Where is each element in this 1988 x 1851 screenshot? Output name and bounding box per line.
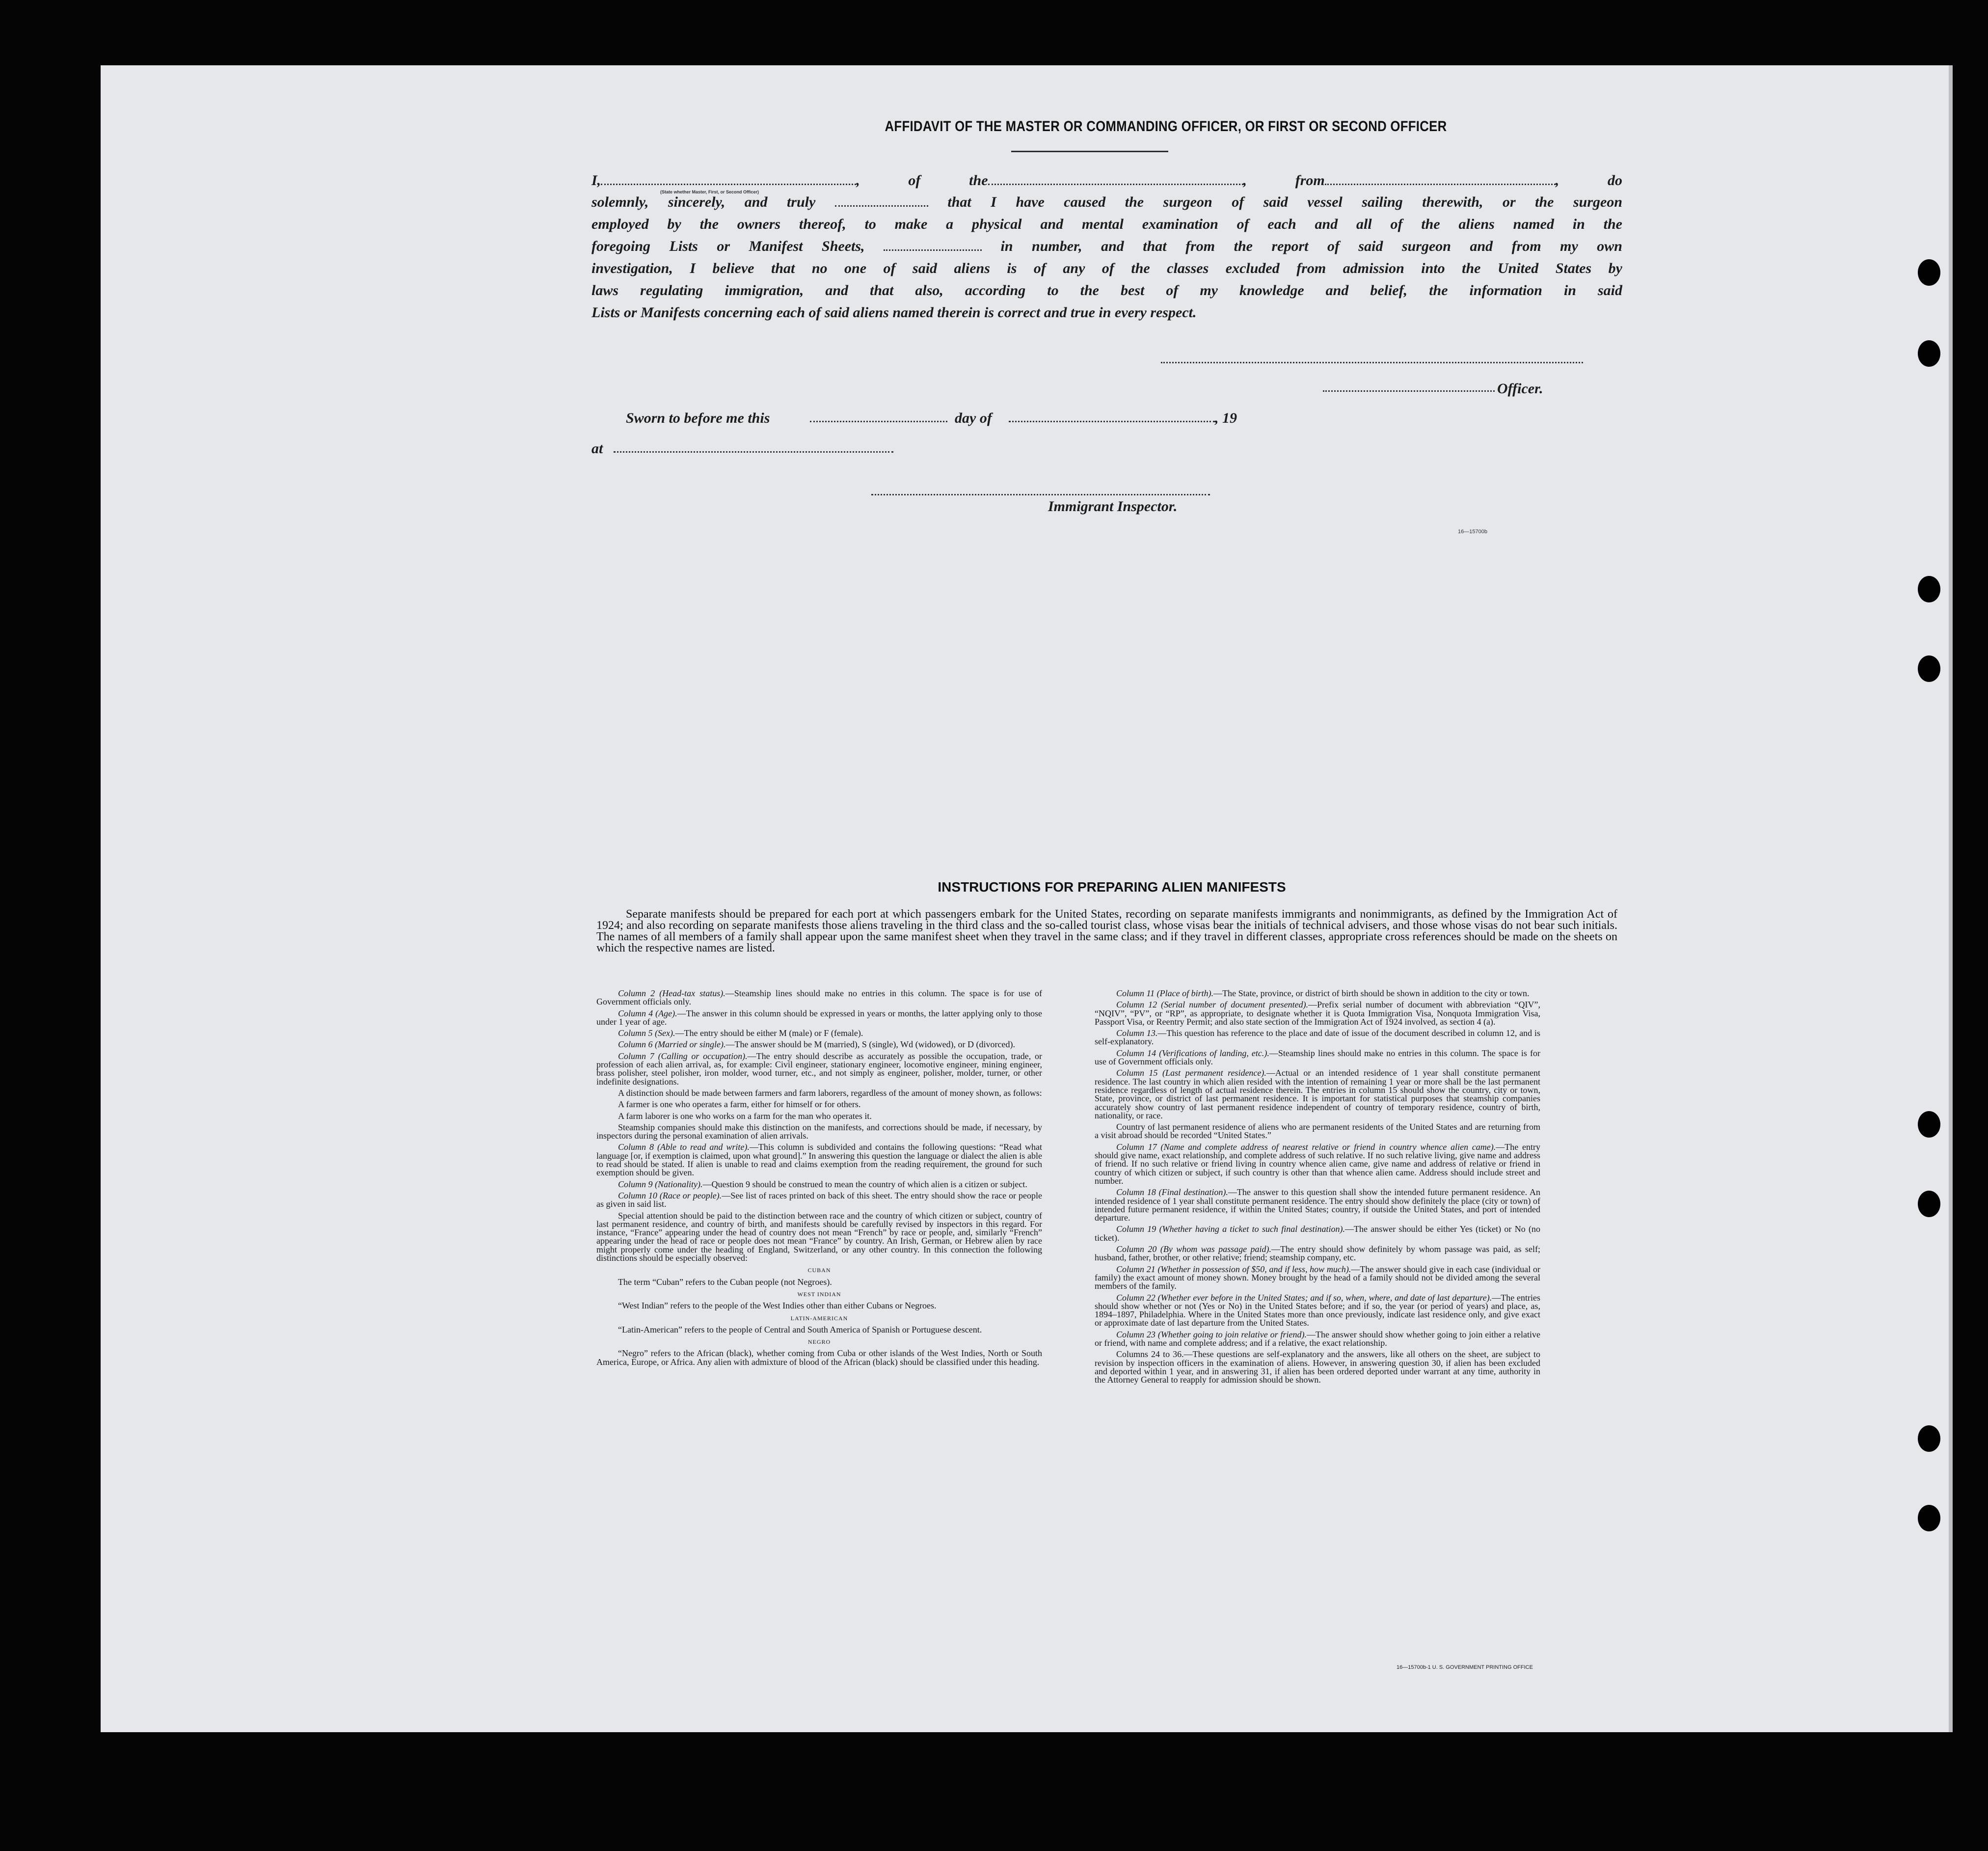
column-heading: Column 21 (Whether in possession of $50, and if less, how much). bbox=[1116, 1264, 1351, 1274]
column-heading: Column 11 (Place of birth). bbox=[1116, 988, 1214, 998]
affidavit-line-7: Lists or Manifests concerning each of said aliens named therein is correct and true in every respect. bbox=[591, 304, 1197, 321]
year-label: , 19 bbox=[1215, 410, 1237, 426]
column-heading: Column 7 (Calling or occupation). bbox=[618, 1051, 748, 1061]
instructions-left-column bbox=[596, 989, 1042, 1369]
instruction-text: The term “Cuban” refers to the Cuban people (not Negroes). bbox=[618, 1277, 832, 1287]
port-from-field[interactable] bbox=[1325, 175, 1556, 185]
punch-hole bbox=[1918, 655, 1940, 682]
column-heading: Column 22 (Whether ever before in the United States; and if so, when, where, and date of last departure). bbox=[1116, 1292, 1492, 1303]
instructions-title: INSTRUCTIONS FOR PREPARING ALIEN MANIFESTS bbox=[938, 879, 1286, 895]
instruction-text: —Steamship lines should make no entries in this column. The space is for use of Government officials only. bbox=[596, 988, 1042, 1007]
printing-office-footer: 16—15700b-1 U. S. GOVERNMENT PRINTING OFFICE bbox=[1397, 1664, 1533, 1670]
instruction-text: Special attention should be paid to the distinction between race and the country of which citizen or subject, country of last permanent residence, and country of birth, and manifests should be carefully revised by inspectors in this regard. For instance, “France” appearing under the head of country does not mean “French” by race or people, and, similarly “French” appearing under the head of race or people does not mean “France” by country. An Irish, German, or Hebrew alien by race might properly come under the heading of England, Switzerland, or any other country. In this connection the following distinctions should be especially observed: bbox=[596, 1210, 1042, 1263]
punch-hole bbox=[1918, 1505, 1940, 1531]
column-heading: Column 18 (Final destination). bbox=[1116, 1187, 1228, 1198]
instruction-text: —The State, province, or district of birth should be shown in addition to the city or town. bbox=[1213, 988, 1530, 998]
instruction-paragraph bbox=[1095, 1350, 1540, 1384]
instruction-text: —Question 9 should be construed to mean the country of which alien is a citizen or subject. bbox=[702, 1179, 1027, 1189]
column-heading: Column 23 (Whether going to join relative or friend). bbox=[1116, 1329, 1307, 1339]
race-heading: LATIN-AMERICAN bbox=[790, 1314, 848, 1322]
column-heading: Column 14 (Verifications of landing, etc.). bbox=[1116, 1048, 1269, 1058]
instruction-paragraph bbox=[1095, 1049, 1540, 1066]
instruction-paragraph bbox=[596, 1052, 1042, 1086]
affidavit-title: AFFIDAVIT OF THE MASTER OR COMMANDING OFFICER, OR FIRST OR SECOND OFFICER bbox=[885, 118, 1447, 135]
day-of-label: day of bbox=[955, 410, 992, 426]
punch-hole bbox=[1918, 259, 1940, 286]
instruction-text: —The entries should show whether or not (Yes or No) in the United States before; and if so, the year (or period of years) and place, as, 1894–1897, Philadelphia. Where in the United States more than once previously, indicate last residence only, and give exact or approximate date of last departure from the United States. bbox=[1095, 1292, 1540, 1328]
sworn-place-field[interactable] bbox=[614, 451, 893, 453]
punch-hole bbox=[1918, 340, 1940, 367]
instruction-paragraph bbox=[1095, 989, 1540, 998]
instruction-text: —The entry should give name, exact relationship, and complete address of such relative. If no such relative living, give name and address of friend. If no such relative or friend living in country whence alien came, give name and address of relative or friend in country of which citizen or subject, if such country is other than that whence alien came. Address should include street and number. bbox=[1095, 1142, 1540, 1186]
instruction-paragraph bbox=[1095, 1225, 1540, 1242]
instruction-text: Columns 24 to 36.—These questions are self-explanatory and the answers, like all others on the sheet, are subject to revision by inspection officers in the examination of aliens. However, in answering question 30, if alien has been excluded and deported within 1 year, and in answering 31, if alien has been ordered deported under warrant at any time, authority in the Attorney General to reapply for admission should be shown. bbox=[1095, 1349, 1540, 1385]
affidavit-line-2: solemnly, sincerely, and truly that I have caused the surgeon of said vessel sailing therewith, or the surgeon bbox=[591, 194, 1623, 210]
instruction-paragraph bbox=[1095, 1331, 1540, 1348]
instruction-text: —The answer in this column should be expressed in years or months, the latter applying only to those under 1 year of age. bbox=[596, 1008, 1042, 1027]
race-heading: CUBAN bbox=[807, 1267, 831, 1274]
column-heading: Column 5 (Sex). bbox=[618, 1028, 675, 1038]
column-heading: Column 4 (Age). bbox=[618, 1008, 677, 1018]
instruction-paragraph bbox=[1095, 1245, 1540, 1262]
instruction-paragraph bbox=[596, 1112, 1042, 1120]
column-heading: Column 17 (Name and complete address of nearest relative or friend in country whence alien came). bbox=[1116, 1142, 1496, 1152]
column-heading: Column 9 (Nationality). bbox=[618, 1179, 703, 1189]
instruction-paragraph bbox=[596, 1123, 1042, 1141]
vessel-name-field[interactable] bbox=[988, 175, 1243, 185]
punch-hole bbox=[1918, 576, 1940, 602]
instruction-paragraph bbox=[596, 1029, 1042, 1037]
instruction-paragraph bbox=[1095, 1069, 1540, 1120]
affidavit-line-4: foregoing Lists or Manifest Sheets, in number, and that from the report of said surgeon and from my own bbox=[591, 238, 1622, 254]
race-heading: WEST INDIAN bbox=[797, 1290, 841, 1298]
instruction-text: —The answer should show whether going to join either a relative or friend, with name and complete address; and if a relative, the exact relationship. bbox=[1095, 1329, 1540, 1348]
column-heading: Column 2 (Head-tax status). bbox=[618, 988, 725, 998]
punch-hole bbox=[1918, 1191, 1940, 1217]
sworn-month-field[interactable] bbox=[1009, 421, 1215, 422]
punch-hole bbox=[1918, 1111, 1940, 1138]
instruction-paragraph bbox=[596, 1100, 1042, 1109]
at-label: at bbox=[591, 440, 603, 457]
column-heading: Column 6 (Married or single). bbox=[618, 1039, 726, 1050]
instruction-paragraph bbox=[596, 1212, 1042, 1263]
instruction-paragraph bbox=[1095, 1188, 1540, 1222]
instruction-paragraph bbox=[596, 1009, 1042, 1027]
affidavit-line-1: I, , of the , from , do bbox=[591, 172, 1623, 189]
instruction-text: “Negro” refers to the African (black), whether coming from Cuba or other islands of the West Indies, North or South America, Europe, or Africa. Any alien with admixture of blood of the African (black) should be classified under this heading. bbox=[596, 1348, 1042, 1367]
sworn-day-field[interactable] bbox=[810, 421, 947, 422]
column-heading: Column 20 (By whom was passage paid). bbox=[1116, 1244, 1271, 1254]
instruction-text: —The answer should be M (married), S (single), Wd (widowed), or D (divorced). bbox=[725, 1039, 1016, 1050]
instruction-paragraph bbox=[596, 1089, 1042, 1097]
form-number: 16—15700b bbox=[1458, 529, 1487, 535]
instruction-text: A farmer is one who operates a farm, either for himself or for others. bbox=[618, 1099, 861, 1110]
instruction-text: —The answer should be either Yes (ticket) or No (no ticket). bbox=[1095, 1224, 1540, 1243]
officer-rank-note: (State whether Master, First, or Second Officer) bbox=[660, 190, 759, 194]
instruction-text: A distinction should be made between farmers and farm laborers, regardless of the amount of money shown, as follows: bbox=[618, 1088, 1042, 1098]
instructions-right-column bbox=[1095, 989, 1540, 1387]
instruction-paragraph bbox=[1095, 1143, 1540, 1185]
instruction-paragraph bbox=[596, 1180, 1042, 1189]
instruction-text: Country of last permanent residence of aliens who are permanent residents of the United States and are returning from a visit abroad should be recorded “United States.” bbox=[1095, 1122, 1540, 1141]
instruction-text: —Prefix serial number of document with abbreviation “QIV”, “NQIV”, “PV”, or “RP”, as appropriate, to designate whether it is Quota Immigration Visa, Nonquota Immigration Visa, Passport Visa, or Reentry Permit; and also state section of the Immigration Act of 1924 involved, as section 4 (a). bbox=[1095, 1000, 1540, 1027]
instruction-text: —The answer should give in each case (individual or family) the exact amount of money shown. Money brought by the head of a family should not be divided among the several members of the family. bbox=[1095, 1264, 1540, 1291]
officer-rank-field[interactable] bbox=[601, 175, 856, 185]
officer-caption: Officer. bbox=[1497, 381, 1543, 397]
instruction-text: —The answer to this question shall show the intended future permanent residence. An intended residence of 1 year shall constitute permanent residence. The entry should show definitely the place (city or town) of intended future permanent residence, if within the United States; country, if outside the United States, and port of intended departure. bbox=[1095, 1187, 1540, 1223]
instruction-text: —Actual or an intended residence of 1 year shall constitute permanent residence. The last country in which alien resided with the intention of remaining 1 year or more shall be the last permanent residence regardless of length of actual residence therein. The entries in column 15 should show the country, city or town, State, province, or district of last permanent residence. It is important for statistical purposes that steamship companies accurately show country of last permanent residence independent of country of temporary residence, country of birth, nationality, or race. bbox=[1095, 1068, 1540, 1120]
instruction-paragraph bbox=[596, 1192, 1042, 1209]
column-heading: Column 12 (Serial number of document presented). bbox=[1116, 1000, 1309, 1010]
instruction-text: —The entry should describe as accurately as possible the occupation, trade, or profession of each alien arrival, as, for example: Civil engineer, stationary engineer, locomotive engineer, mining engineer, brass polisher, steel polisher, iron molder, wood turner, etc., and not simply as engineer, polisher, molder, turner, or other indefinite designations. bbox=[596, 1051, 1042, 1087]
column-heading: Column 8 (Able to read and write). bbox=[618, 1142, 750, 1152]
instruction-paragraph bbox=[596, 989, 1042, 1007]
instruction-paragraph bbox=[596, 1326, 1042, 1334]
instruction-paragraph bbox=[1095, 1123, 1540, 1140]
instruction-text: —The entry should show definitely by whom passage was paid, as self; husband, father, brother, or other relative; friend; steamship company, etc. bbox=[1095, 1244, 1540, 1263]
title-underline bbox=[1011, 151, 1168, 152]
officer-name-line[interactable] bbox=[1323, 390, 1495, 392]
inspector-caption: Immigrant Inspector. bbox=[1048, 498, 1178, 515]
instruction-paragraph bbox=[596, 1040, 1042, 1049]
column-heading: Column 10 (Race or people). bbox=[618, 1190, 722, 1200]
column-heading: Column 19 (Whether having a ticket to such final destination). bbox=[1116, 1224, 1345, 1234]
instruction-text: Steamship companies should make this distinction on the manifests, and corrections should be made, if necessary, by inspectors during the personal examination of alien arrivals. bbox=[596, 1122, 1042, 1141]
instructions-intro: Separate manifests should be prepared for each port at which passengers embark for the United States, recording on separate manifests immigrants and nonimmigrants, as defined by the Immigration Act of 1924; and also recording on separate manifests those aliens traveling in the third class and the so-called tourist class, whose visas bear the initials of technical advisers, and those whose visas do not bear such initials. The names of all members of a family shall appear upon the same manifest sheet when they travel in the same class; and if they travel in different classes, appropriate cross references should be made on the sheets on which the respective names are listed. bbox=[596, 908, 1617, 954]
instruction-text: A farm laborer is one who works on a farm for the man who operates it. bbox=[618, 1111, 872, 1121]
instruction-paragraph bbox=[596, 1349, 1042, 1366]
instruction-text: —This column is subdivided and contains the following questions: “Read what language [or, if exemption is claimed, upon what ground].” In answering this question the language or dialect the alien is able to read should be stated. If alien is unable to read and claims exemption from the reading requirement, the ground for such exemption should be given. bbox=[596, 1142, 1043, 1178]
affidavit-line-6: laws regulating immigration, and that also, according to the best of my knowledge and belief, the information in said bbox=[591, 282, 1622, 299]
instruction-paragraph bbox=[596, 1302, 1042, 1310]
inspector-signature-line[interactable] bbox=[871, 494, 1210, 495]
instruction-paragraph bbox=[1095, 1294, 1540, 1328]
punch-hole bbox=[1918, 1425, 1940, 1452]
instruction-text: —The entry should be either M (male) or F (female). bbox=[675, 1028, 863, 1038]
instruction-text: —See list of races printed on back of this sheet. The entry should show the race or people as given in said list. bbox=[596, 1190, 1042, 1209]
instruction-text: “Latin-American” refers to the people of Central and South America of Spanish or Portuguese descent. bbox=[618, 1324, 982, 1334]
affidavit-line-3: employed by the owners thereof, to make a physical and mental examination of each and all of the aliens named in the bbox=[591, 216, 1622, 232]
instruction-text: —Steamship lines should make no entries in this column. The space is for use of Government officials only. bbox=[1095, 1048, 1540, 1067]
instruction-paragraph bbox=[596, 1143, 1042, 1177]
column-heading: Column 13. bbox=[1116, 1028, 1158, 1038]
form-sheet bbox=[101, 65, 1953, 1732]
instruction-paragraph bbox=[1095, 1265, 1540, 1291]
sworn-label: Sworn to before me this bbox=[626, 410, 770, 426]
instruction-paragraph bbox=[1095, 1001, 1540, 1026]
oath-type-field[interactable] bbox=[835, 196, 928, 207]
instruction-text: —This question has reference to the place and date of issue of the document described in column 12, and is self-explanatory. bbox=[1095, 1028, 1540, 1047]
instruction-paragraph bbox=[596, 1278, 1042, 1286]
officer-signature-line[interactable] bbox=[1161, 362, 1583, 363]
affidavit-line-5: investigation, I believe that no one of said aliens is of any of the classes excluded from admission into the United States by bbox=[591, 260, 1622, 276]
instruction-paragraph bbox=[1095, 1029, 1540, 1046]
instruction-text: “West Indian” refers to the people of the West Indies other than either Cubans or Negroes. bbox=[618, 1301, 937, 1311]
race-heading: NEGRO bbox=[807, 1338, 831, 1346]
sheet-count-field[interactable] bbox=[884, 241, 982, 251]
column-heading: Column 15 (Last permanent residence). bbox=[1116, 1068, 1266, 1078]
